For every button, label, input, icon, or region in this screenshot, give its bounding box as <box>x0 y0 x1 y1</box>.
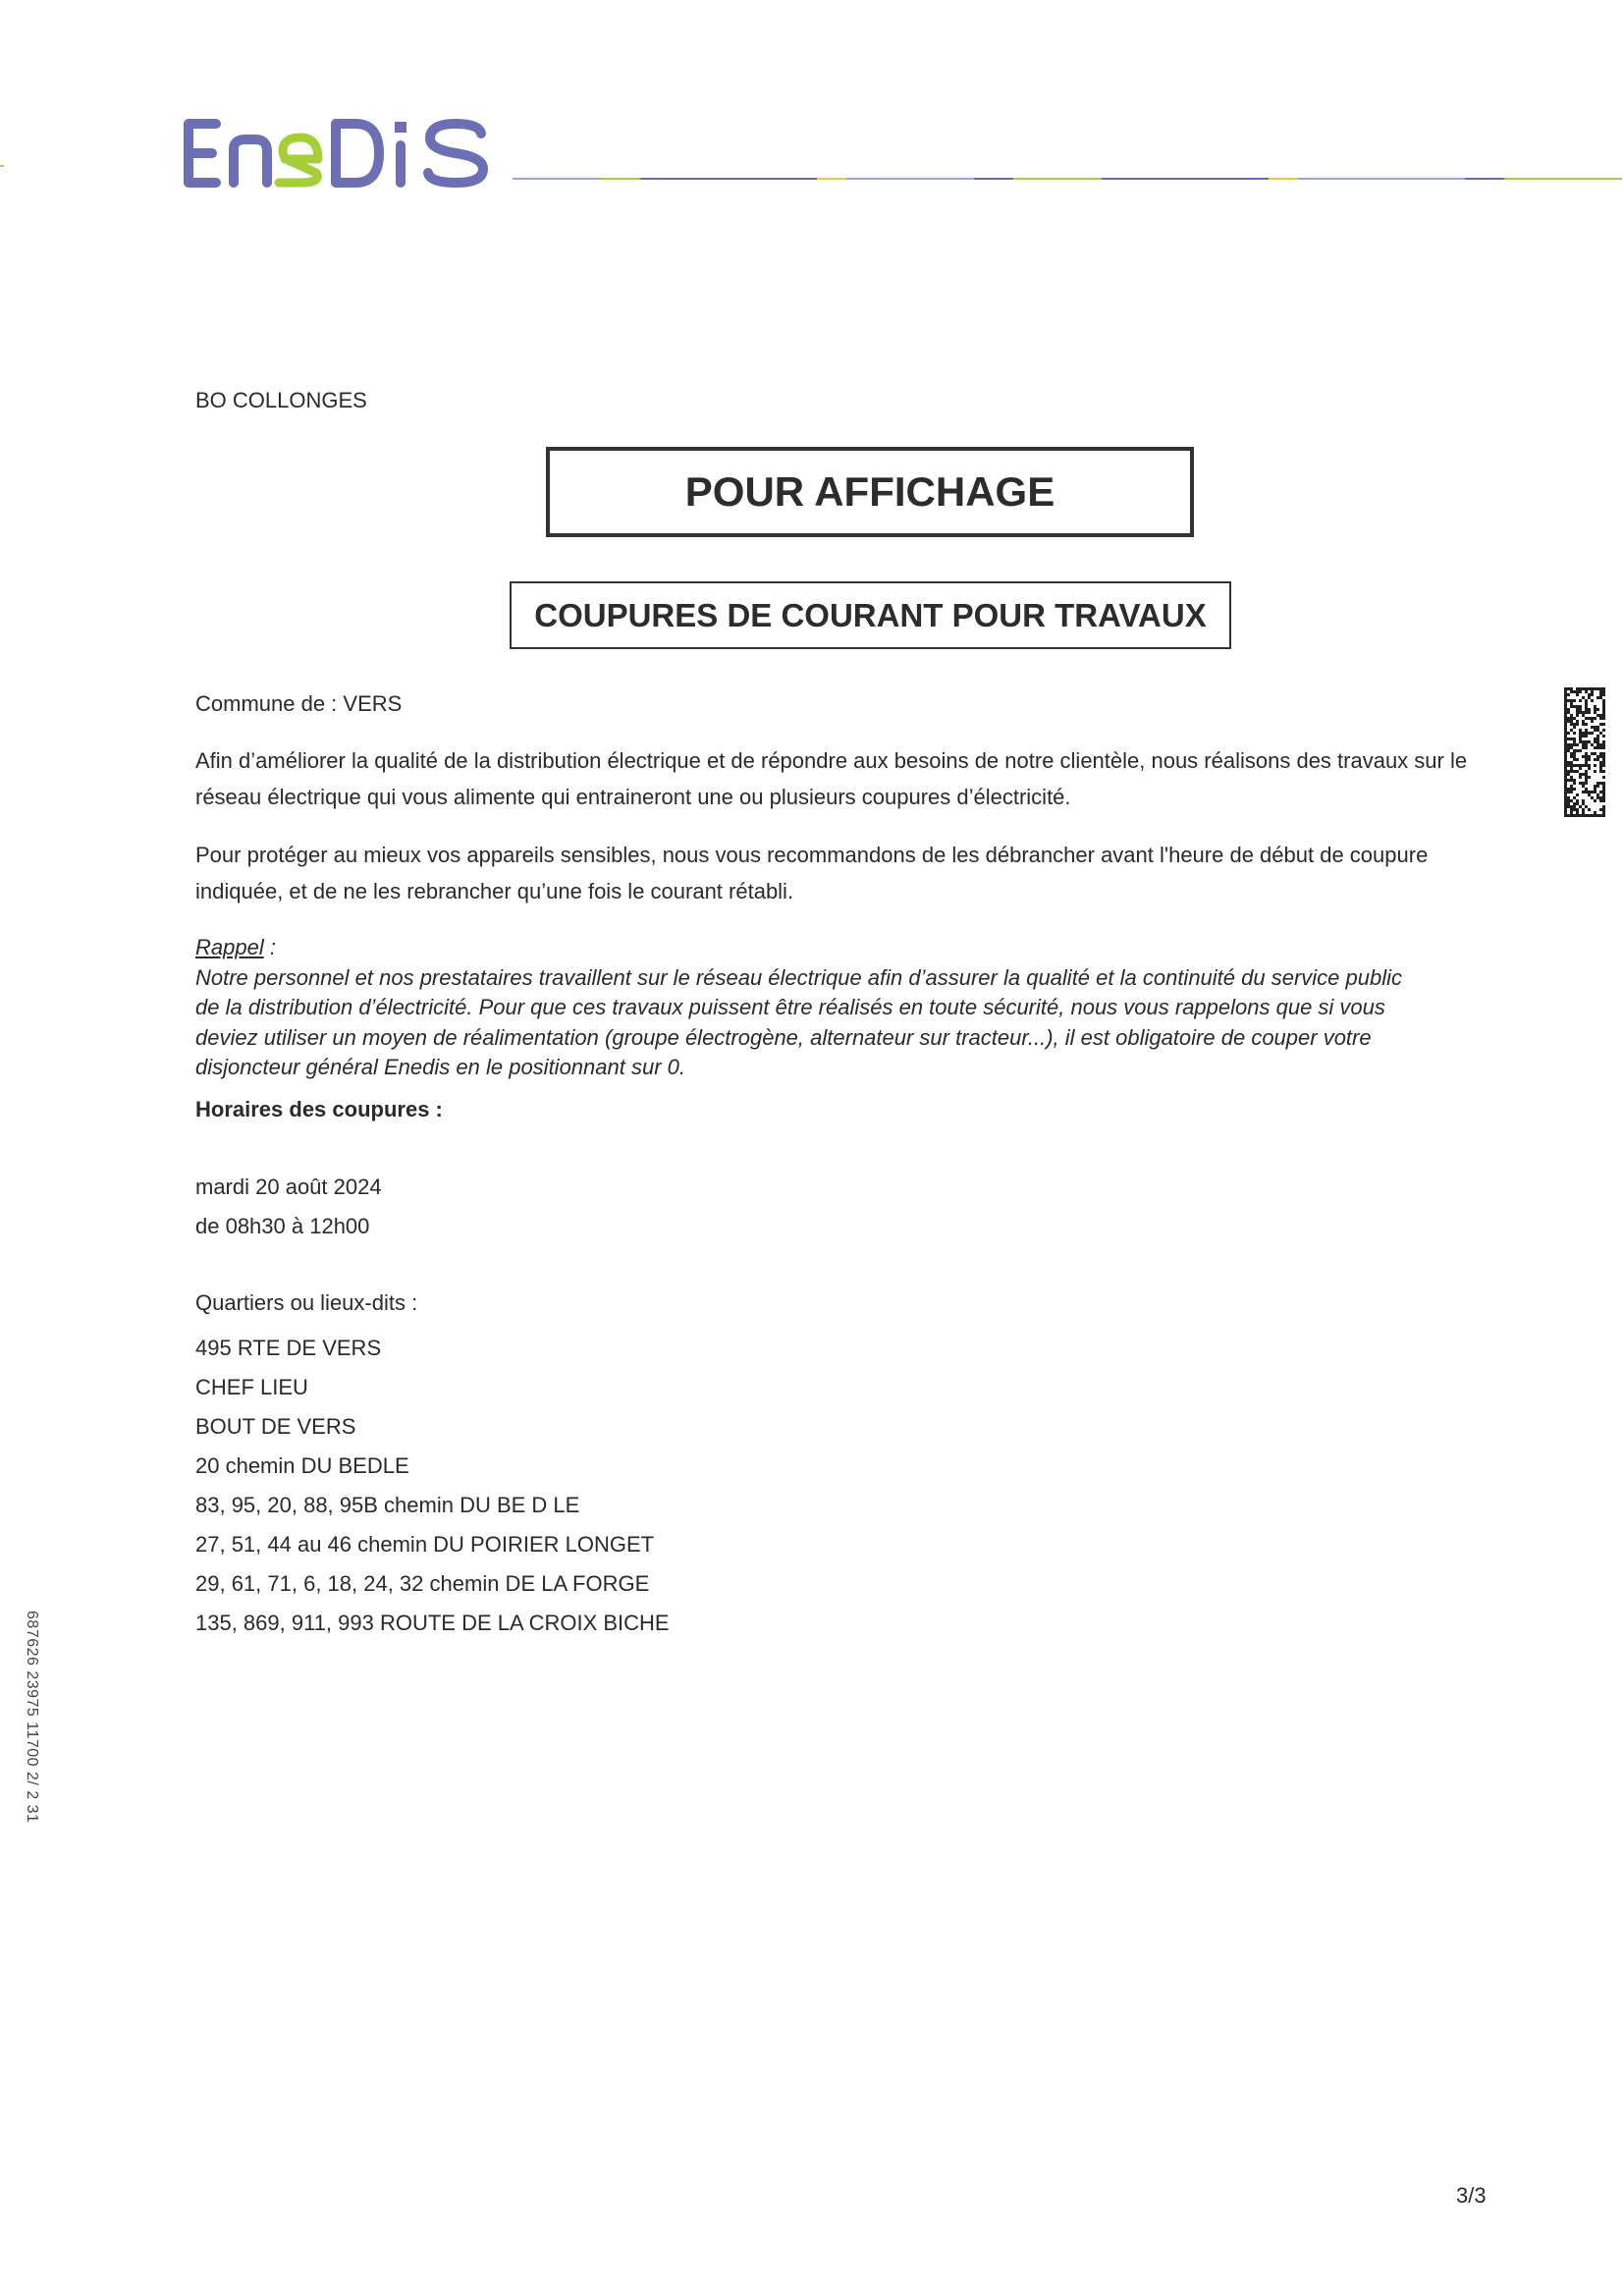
rappel-line: disjoncteur général Enedis en le positionnant sur 0. <box>195 1055 685 1079</box>
rappel-line: de la distribution d’électricité. Pour que ces travaux puissent être réalisés en toute sécurité, nous vous rappelons que si vous <box>195 995 1385 1019</box>
list-item: 20 chemin DU BEDLE <box>195 1453 409 1478</box>
rappel-title: Rappel <box>195 935 264 959</box>
margin-mark <box>0 165 4 167</box>
banner-title: POUR AFFICHAGE <box>684 468 1055 515</box>
subtitle: COUPURES DE COURANT POUR TRAVAUX <box>534 596 1207 633</box>
side-reference-code: 687626 23975 11700 2/ 2 31 <box>24 1611 40 1824</box>
header-colored-rule <box>513 177 1622 181</box>
rappel-heading <box>195 933 1511 963</box>
banner-box <box>546 447 1194 537</box>
rappel-colon: : <box>263 935 276 959</box>
commune-line: Commune de : VERS <box>195 691 403 716</box>
rappel-block <box>195 933 1511 1083</box>
list-item: 495 RTE DE VERS <box>195 1336 382 1360</box>
list-item: CHEF LIEU <box>195 1375 308 1399</box>
advice-paragraph: Pour protéger au mieux vos appareils sensibles, nous vous recommandons de les débrancher avant l'heure de début de coupure indiquée, et de ne les rebrancher qu’une fois le courant rétabli. <box>195 843 1429 903</box>
schedule-title: Horaires des coupures : <box>195 1097 443 1121</box>
places-title: Quartiers ou lieux-dits : <box>195 1290 418 1315</box>
datamatrix-code <box>1564 687 1605 817</box>
list-item: 83, 95, 20, 88, 95B chemin DU BE D LE <box>195 1493 580 1517</box>
rappel-line: Notre personnel et nos prestataires travaillent sur le réseau électrique afin d’assurer la qualité et la continuité du service public <box>195 964 1403 990</box>
list-item: BOUT DE VERS <box>195 1414 356 1439</box>
list-item: 135, 869, 911, 993 ROUTE DE LA CROIX BICHE <box>195 1611 670 1635</box>
schedule-date: mardi 20 août 2024 <box>195 1175 382 1199</box>
rappel-line: deviez utiliser un moyen de réalimentation (groupe électrogène, alternateur sur tracteur...), il est obligatoire de couper votre <box>195 1024 1372 1050</box>
intro-paragraph: Afin d’améliorer la qualité de la distribution électrique et de répondre aux besoins de notre clientèle, nous réalisons des travaux sur le réseau électrique qui vous alimente qui entraineront une ou plusieurs coupures d’électricité. <box>195 748 1468 809</box>
sender-office: BO COLLONGES <box>195 388 367 412</box>
schedule-time: de 08h30 à 12h00 <box>195 1214 370 1238</box>
list-item: 27, 51, 44 au 46 chemin DU POIRIER LONGET <box>195 1532 655 1557</box>
list-item: 29, 61, 71, 6, 18, 24, 32 chemin DE LA FORGE <box>195 1571 650 1596</box>
subtitle-box <box>510 581 1231 649</box>
page-number: 3/3 <box>1456 2183 1487 2208</box>
enedis-logo <box>183 116 493 191</box>
places-list <box>195 1329 670 1643</box>
